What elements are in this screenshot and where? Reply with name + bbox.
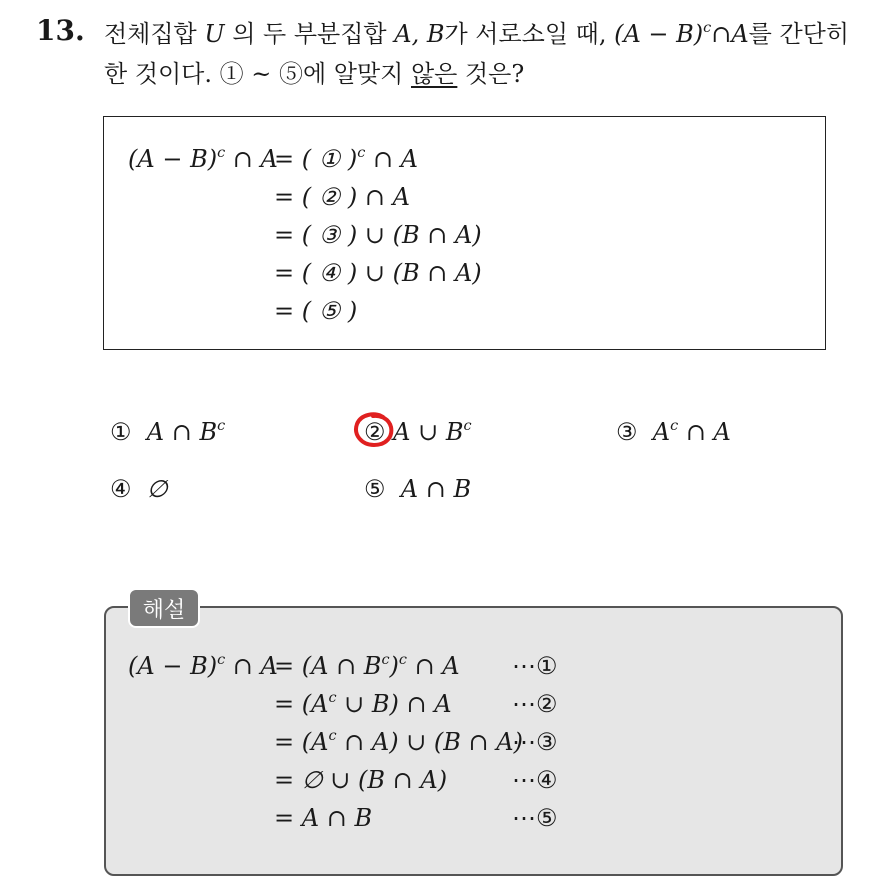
- question-number: 13.: [36, 14, 85, 47]
- derivation-row-1: = ( ① )$^c$ ∩ A: [274, 144, 419, 173]
- explanation-tag: 해설: [128, 588, 200, 628]
- explanation-ref-3: ⋯③: [512, 728, 558, 756]
- answer-mark-circle: [353, 411, 395, 448]
- explanation-row-4: = ∅ ∪ (B ∩ A): [274, 766, 448, 794]
- derivation-row-3: = ( ③ ) ∪ (B ∩ A): [274, 221, 482, 249]
- choice-5[interactable]: ⑤ A ∩ B: [364, 475, 472, 503]
- choice-1[interactable]: ① A ∩ $B^c$: [110, 417, 226, 446]
- derivation-row-2: = ( ② ) ∩ A: [274, 183, 410, 211]
- question-line-1: 전체집합 U 의 두 부분집합 A, B가 서로소일 때, $(A - B)^c\cap A$를 간단히: [104, 19, 850, 48]
- explanation-row-3: = ($A^c$ ∩ A) ∪ (B ∩ A): [274, 727, 523, 756]
- derivation-lhs: $(A - B)^c$ ∩ A: [128, 144, 278, 173]
- explanation-ref-4: ⋯④: [512, 766, 558, 794]
- question-line-2: 한 것이다. ① ~ ⑤에 알맞지 않은 것은?: [104, 60, 525, 88]
- derivation-row-4: = ( ④ ) ∪ (B ∩ A): [274, 259, 482, 287]
- choice-4[interactable]: ④ ∅: [110, 475, 168, 503]
- explanation-row-1: = (A ∩ $B^c)^c$ ∩ A: [274, 651, 460, 680]
- choice-2[interactable]: ② A ∪ $B^c$: [364, 417, 472, 446]
- explanation-ref-1: ⋯①: [512, 652, 558, 680]
- explanation-row-5: = A ∩ B: [274, 804, 373, 832]
- explanation-ref-5: ⋯⑤: [512, 804, 558, 832]
- explanation-ref-2: ⋯②: [512, 690, 558, 718]
- explanation-row-2: = ($A^c$ ∪ B) ∩ A: [274, 689, 452, 718]
- explanation-lhs: $(A - B)^c$ ∩ A: [128, 651, 278, 680]
- derivation-row-5: = ( ⑤ ): [274, 297, 358, 325]
- choice-3[interactable]: ③ $A^c$ ∩ A: [616, 417, 731, 446]
